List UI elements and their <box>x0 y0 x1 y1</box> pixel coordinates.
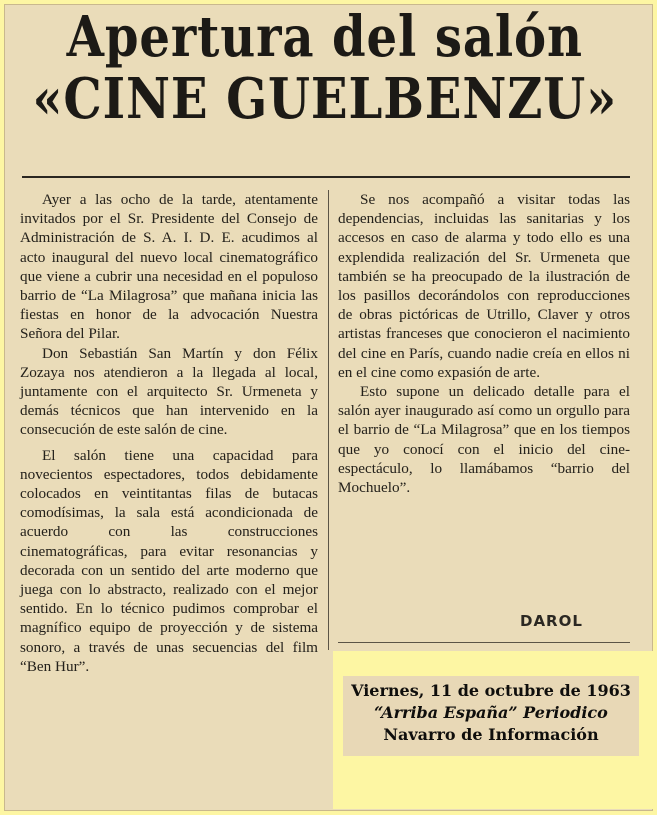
headline-line-2: «CINE GUELBENZU» <box>32 66 618 132</box>
caption-date: Viernes, 11 de octubre de 1963 <box>351 681 631 700</box>
signature-divider <box>338 642 630 643</box>
right-paragraph-1: Se nos acompañó a visitar todas las dependencias, incluidas las sanitarias y los accesos en caso de alarma y todo ello es una explendida realización del Sr. Urmeneta que también se ha preocupado de la ilustración de los pasillos decorándolos con reproducciones de obras pictóricas de Utrillo, Claver y otros artistas franceses que conocieron el nacimiento del cine en París, cuando nadie creía en ellos ni en el cine como expasión de arte. <box>338 191 630 381</box>
author-signature: DAROL <box>520 612 583 630</box>
column-divider <box>328 190 329 650</box>
headline-line-1: Apertura del salón <box>66 4 583 70</box>
left-paragraph-3: El salón tiene una capacidad para novecientos espectadores, todos debidamente colocados en veintitantas filas de butacas comodísimas, la sala está acondicionada de acuerdo con las construcciones cinematográficas, para evitar resonancias y decorada con un sentido del arte moderno que juega con lo abstracto, realizado con el mejor sentido. En lo técnico pudimos comprobar el magnífico equipo de proyección y de sistema sonoro, a través de unas secuencias del film “Ben Hur”. <box>20 446 318 675</box>
right-paragraph-2: Esto supone un delicado detalle para el salón ayer inaugurado así como un orgullo para el barrio de “La Milagrosa” que en los tiempos que yo conocí con el inicio del cine-espectáculo, lo llamábamos “barrio del Mochuelo”. <box>338 383 630 497</box>
caption-box <box>343 676 639 756</box>
caption-newspaper: “Arriba España” Periodico <box>374 703 608 722</box>
left-paragraph-1: Ayer a las ocho de la tarde, atentamente invitados por el Sr. Presidente del Consejo de Administración de S. A. I. D. E. acudimos al acto inaugural del nuevo local cinematográfico que viene a cubrir una necesidad en el populoso barrio de “La Milagrosa” que mañana inicia las fiestas en honor de la advocación Nuestra Señora del Pilar. <box>20 191 318 343</box>
left-paragraph-2: Don Sebastián San Martín y don Félix Zozaya nos atendieron a la llegada al local, juntamente con el arquitecto Sr. Urmeneta y demás técnicos que han intervenido en la consecución de este salón de cine. <box>20 344 318 439</box>
article-left-column <box>20 190 318 676</box>
caption-newspaper-subtitle: Navarro de Información <box>383 725 599 744</box>
headline <box>10 6 640 130</box>
headline-divider <box>22 176 630 178</box>
article-right-column <box>338 190 630 497</box>
